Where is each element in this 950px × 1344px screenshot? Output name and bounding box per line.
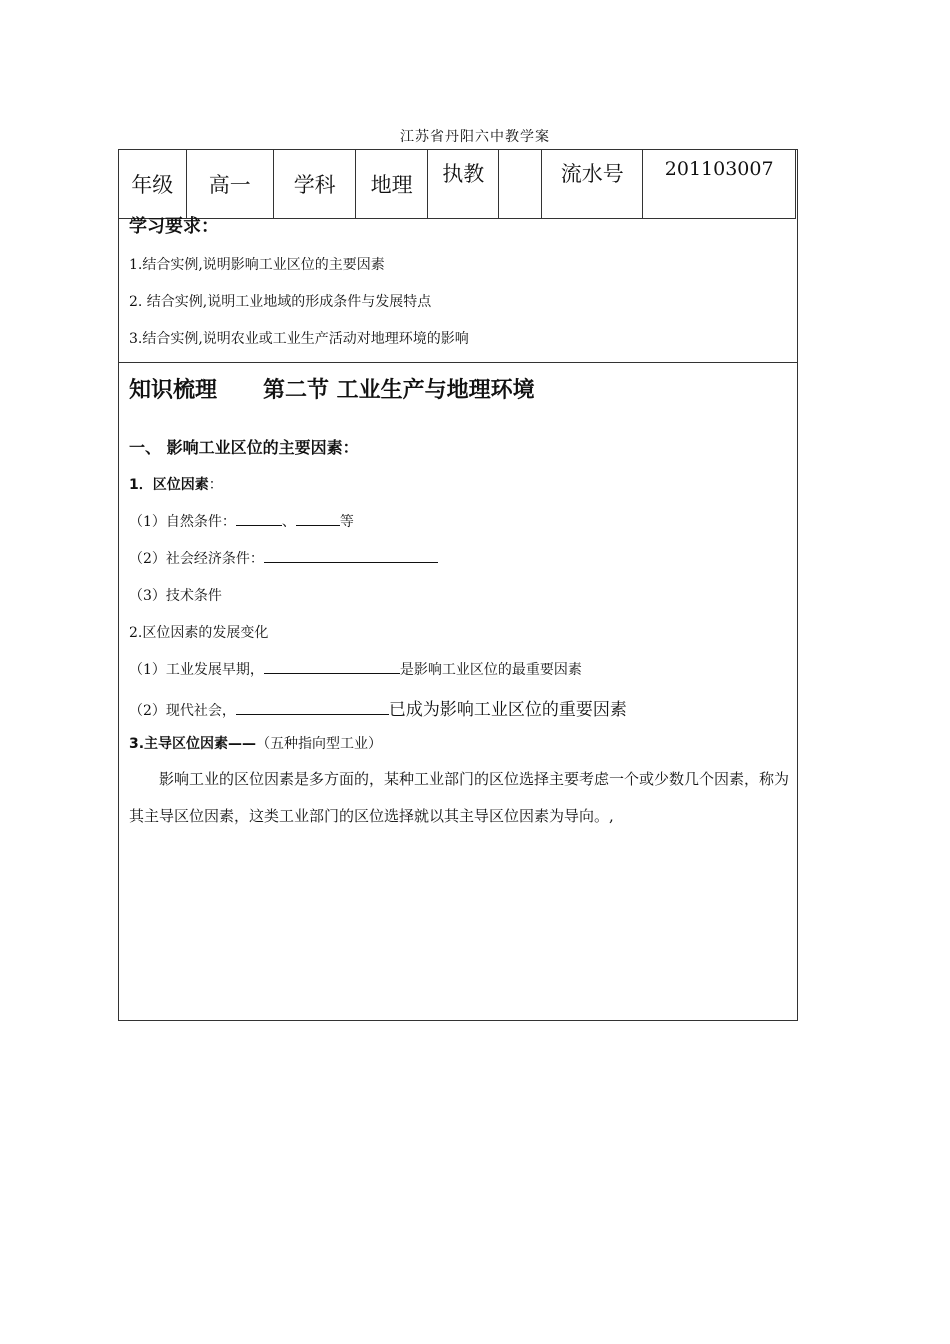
fill-blank[interactable] xyxy=(264,548,438,563)
line-separator: 、 xyxy=(281,514,296,530)
subject-label: 学科 xyxy=(273,150,355,219)
line-suffix: 等 xyxy=(339,514,354,530)
line-prefix: （2）现代社会， xyxy=(129,703,236,719)
early-stage-line xyxy=(129,659,582,679)
modern-society-line xyxy=(129,695,627,720)
document-title: 江苏省丹阳六中教学案 xyxy=(400,129,550,145)
requirement-item: 3.结合实例,说明农业或工业生产活动对地理环境的影响 xyxy=(129,331,469,347)
natural-conditions-line xyxy=(129,511,354,531)
subheading-location-factors xyxy=(129,474,223,494)
socioeconomic-conditions-line xyxy=(129,548,438,568)
grade-value: 高一 xyxy=(186,150,273,219)
requirement-item: 2. 结合实例,说明工业地域的形成条件与发展特点 xyxy=(129,294,432,310)
fill-blank[interactable] xyxy=(296,511,340,526)
subheading-colon: ： xyxy=(208,477,223,493)
requirement-item: 1.结合实例,说明影响工业区位的主要因素 xyxy=(129,257,385,273)
serial-value: 201103007 xyxy=(643,150,796,219)
requirements-title: 学习要求： xyxy=(129,216,219,237)
section-label: 知识梳理 xyxy=(129,378,218,403)
teacher-value xyxy=(499,150,542,219)
subheading-text: 3.主导区位因素—— xyxy=(129,736,257,752)
requirements-section xyxy=(119,210,797,363)
header-table xyxy=(118,149,796,219)
line-prefix: （1）工业发展早期， xyxy=(129,662,264,678)
fill-blank[interactable] xyxy=(264,659,400,674)
subheading-text: 1．区位因素 xyxy=(129,477,209,493)
fill-blank[interactable] xyxy=(236,700,389,715)
lesson-plan-frame xyxy=(118,149,798,1021)
serial-label: 流水号 xyxy=(542,150,643,219)
grade-label: 年级 xyxy=(119,150,187,219)
line-suffix: 已成为影响工业区位的重要因素 xyxy=(388,700,627,720)
subheading-development: 2.区位因素的发展变化 xyxy=(129,625,269,641)
technical-conditions-line: （3）技术条件 xyxy=(129,588,222,604)
section-heading xyxy=(129,373,535,404)
line-prefix: （2）社会经济条件： xyxy=(129,551,264,567)
subject-value: 地理 xyxy=(356,150,428,219)
dominant-factor-paragraph: 影响工业的区位因素是多方面的，某种工业部门的区位选择主要考虑一个或少数几个因素，称为其主导区位因素，这类工业部门的区位选择就以其主导区位因素为导向。, xyxy=(129,770,790,825)
teacher-label: 执教 xyxy=(427,150,499,219)
subheading-dominant-factor xyxy=(129,733,382,753)
fill-blank[interactable] xyxy=(236,511,282,526)
line-suffix: 是影响工业区位的最重要因素 xyxy=(399,662,582,678)
section-title: 第二节 工业生产与地理环境 xyxy=(262,378,535,403)
heading-factors: 一、 影响工业区位的主要因素： xyxy=(129,438,359,457)
subheading-note: （五种指向型工业） xyxy=(256,736,383,752)
line-prefix: （1）自然条件： xyxy=(129,514,236,530)
